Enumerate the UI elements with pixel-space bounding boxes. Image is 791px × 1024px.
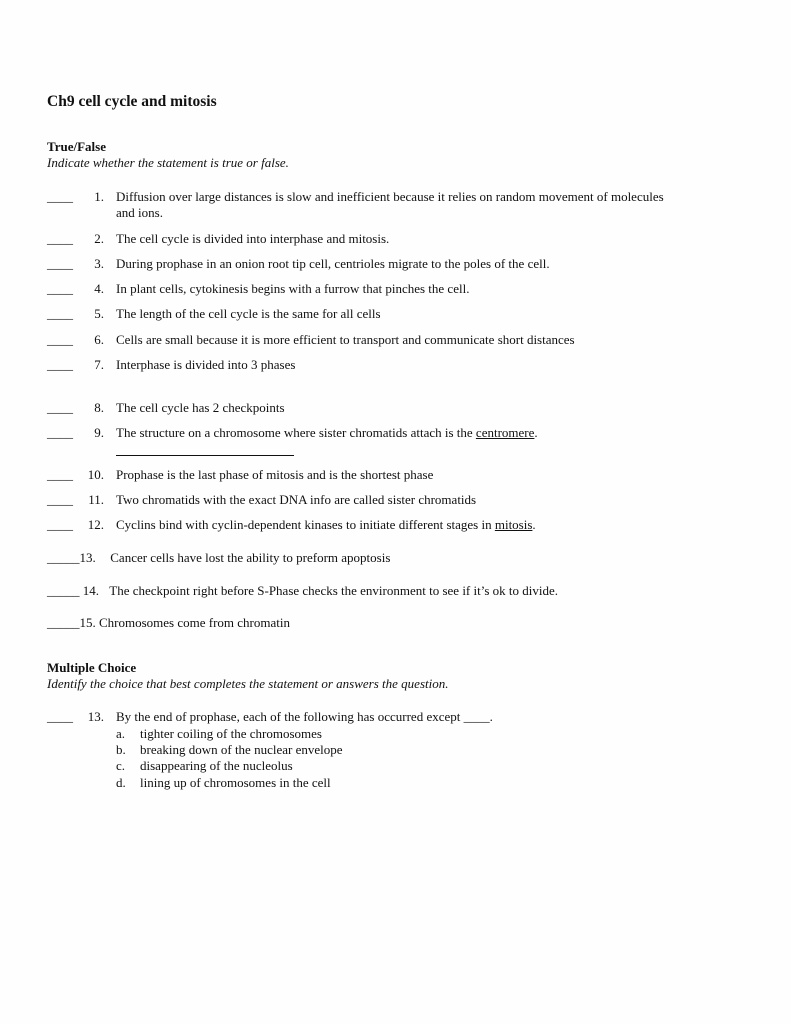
question-12 [0,517,791,533]
question-text-end: . [534,425,538,440]
question-number: 5. [94,306,104,321]
question-1 [0,189,791,223]
answer-blank[interactable]: ____ [47,492,73,507]
choice-letter: c. [116,758,126,773]
question-text: Interphase is divided into 3 phases [116,357,296,372]
answer-blank[interactable]: ____ [47,400,73,415]
question-number: 9. [94,425,104,440]
question-text-part: The structure on a chromosome where sister chromatids attach is the [116,425,476,440]
answer-blank[interactable]: ____ [47,231,73,246]
answer-blank[interactable]: ____ [47,517,73,532]
question-text: Prophase is the last phase of mitosis and is the shortest phase [116,467,434,482]
question-number: 2. [94,231,104,246]
true-false-heading: True/False [47,139,106,154]
question-text: Diffusion over large distances is slow and inefficient because it relies on random movement of molecules and ions. [116,189,664,220]
question-3 [0,256,791,272]
answer-blank-with-number[interactable]: _____ 14. [47,583,99,598]
answer-blank[interactable]: ____ [47,281,73,296]
question-number: 10. [87,467,104,482]
question-14 [47,583,558,599]
answer-blank[interactable]: ____ [47,467,73,482]
question-8 [0,400,791,416]
question-number: 3. [94,256,104,271]
question-text: The length of the cell cycle is the same for all cells [116,306,381,321]
answer-blank-with-number[interactable]: _____13. [47,550,96,565]
question-text: By the end of prophase, each of the following has occurred except ____. [116,709,493,724]
answer-blank[interactable]: ____ [47,189,73,204]
choice-text[interactable]: tighter coiling of the chromosomes [140,726,322,741]
question-number: 13. [87,709,104,724]
question-text: The checkpoint right before S-Phase checks the environment to see if it’s ok to divide. [109,583,559,598]
question-number: 7. [94,357,104,372]
question-10 [0,467,791,483]
question-9 [0,425,791,441]
question-number: 12. [87,517,104,532]
question-13 [47,550,390,566]
question-number: 8. [94,400,104,415]
choice-text[interactable]: disappearing of the nucleolus [140,758,293,773]
question-line: _____15. Chromosomes come from chromatin [47,615,290,630]
choice-text[interactable]: lining up of chromosomes in the cell [140,775,331,790]
choice-letter: a. [116,726,126,741]
multiple-choice-instructions: Identify the choice that best completes the statement or answers the question. [47,676,449,691]
question-number: 4. [94,281,104,296]
underlined-term: centromere [475,425,535,440]
page-title: Ch9 cell cycle and mitosis [47,93,217,110]
question-text: Cells are small because it is more efficient to transport and communicate short distances [116,332,575,347]
question-5 [0,306,791,322]
question-text [116,517,676,533]
answer-blank[interactable]: ____ [47,256,73,271]
question-text: In plant cells, cytokinesis begins with a furrow that pinches the cell. [116,281,470,296]
question-text: Cancer cells have lost the ability to preform apoptosis [110,550,391,565]
choice-letter: b. [116,742,126,757]
choice-text[interactable]: breaking down of the nuclear envelope [140,742,343,757]
question-text: Two chromatids with the exact DNA info are called sister chromatids [116,492,477,507]
question-text: The cell cycle is divided into interphase and mitosis. [116,231,390,246]
question-7 [0,357,791,373]
answer-blank[interactable]: ____ [47,709,73,724]
question-15 [47,615,290,631]
question-text [116,425,676,441]
question-number: 11. [88,492,104,507]
multiple-choice-heading: Multiple Choice [47,660,137,675]
true-false-instructions: Indicate whether the statement is true or false. [47,155,289,170]
question-number: 1. [94,189,104,204]
question-text-part: Cyclins bind with cyclin-dependent kinases to initiate different stages in [116,517,495,532]
underlined-term: mitosis [494,517,533,532]
question-4 [0,281,791,297]
question-2 [0,231,791,247]
question-text: The cell cycle has 2 checkpoints [116,400,285,415]
question-number: 6. [94,332,104,347]
choice-letter: d. [116,775,126,790]
question-6 [0,332,791,348]
question-text: During prophase in an onion root tip cell, centrioles migrate to the poles of the cell. [116,256,550,271]
mc-question-13 [0,709,791,799]
question-11 [0,492,791,508]
answer-blank[interactable]: ____ [47,357,73,372]
fill-in-line[interactable] [116,455,294,456]
question-text-end: . [532,517,536,532]
answer-blank[interactable]: ____ [47,332,73,347]
answer-blank[interactable]: ____ [47,306,73,321]
answer-blank[interactable]: ____ [47,425,73,440]
